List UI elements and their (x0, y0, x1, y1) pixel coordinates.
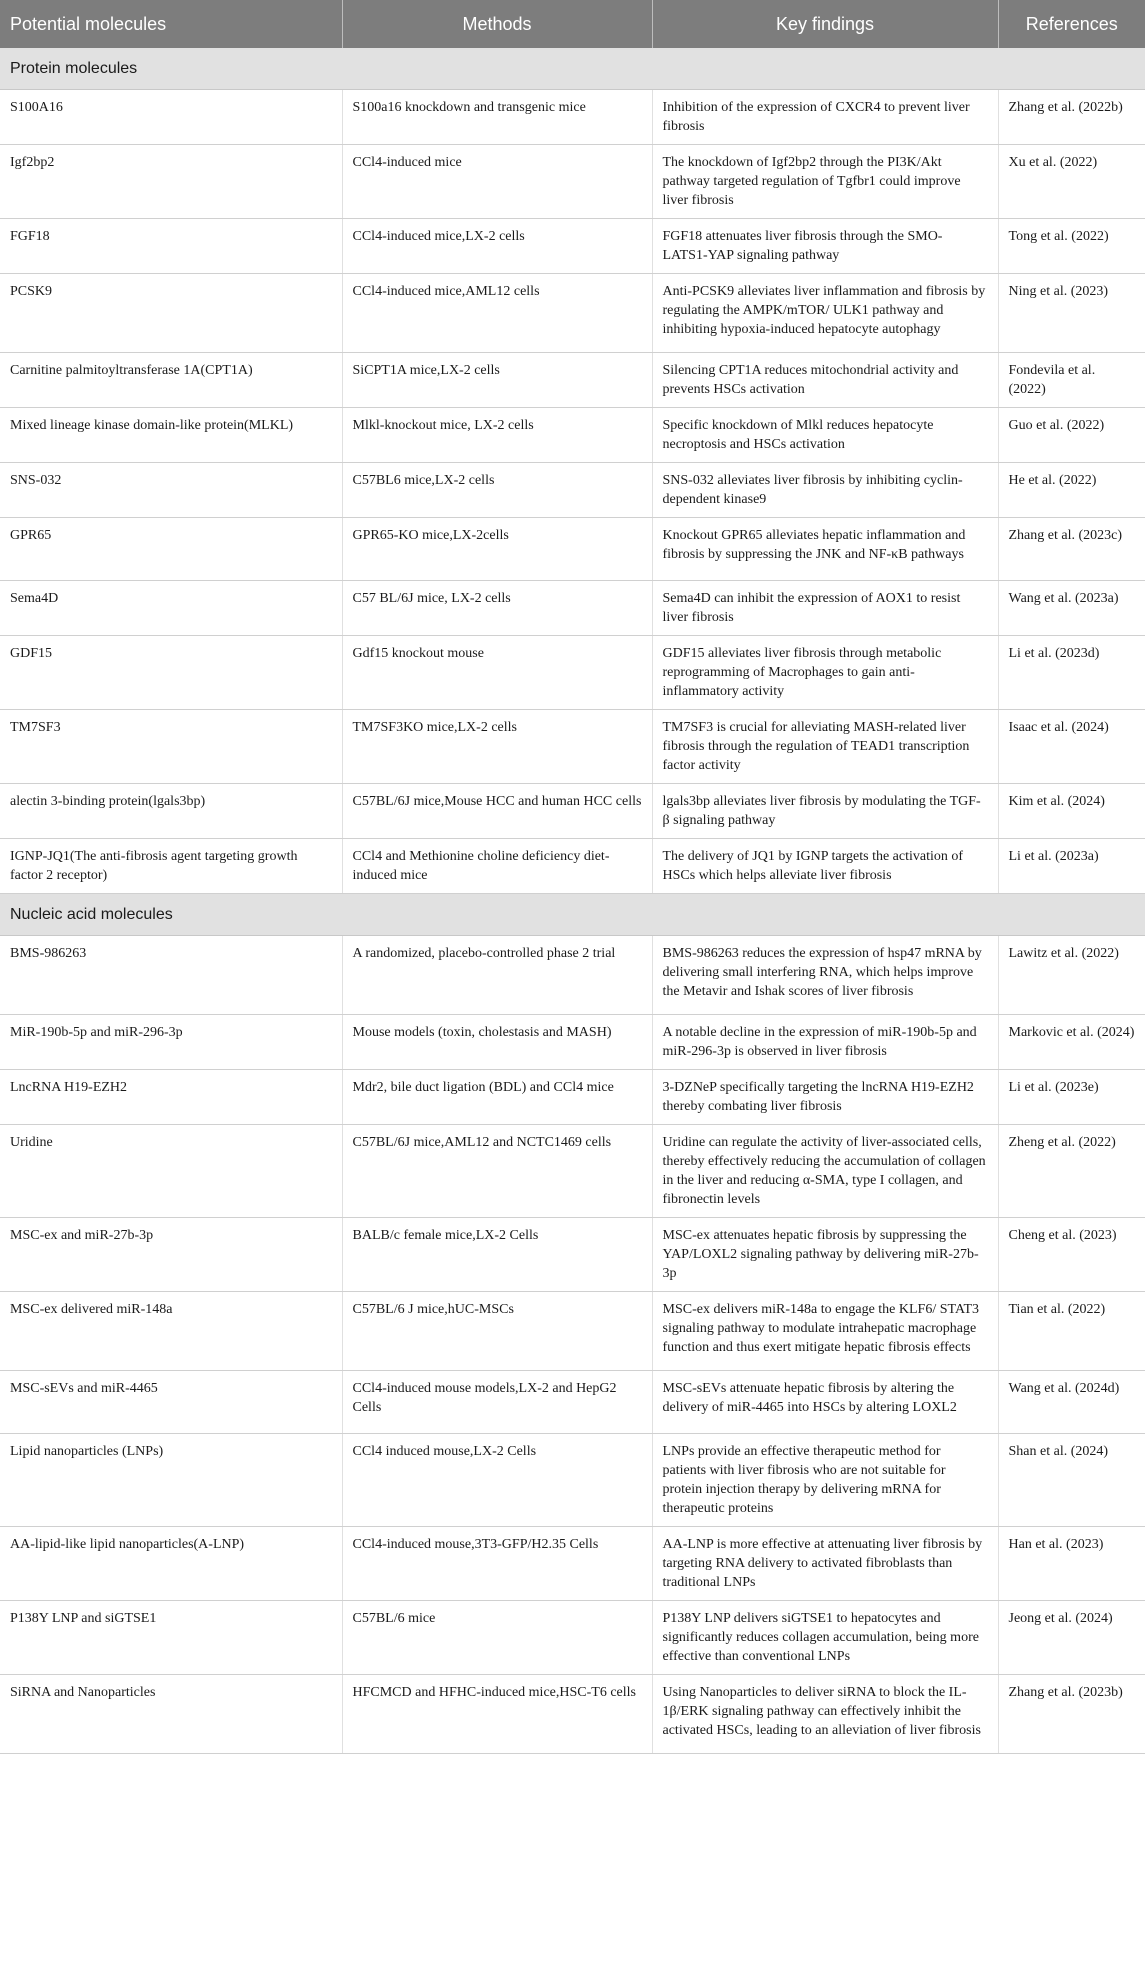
cell-reference: Tian et al. (2022) (998, 1292, 1145, 1371)
cell-method: CCl4-induced mouse models,LX-2 and HepG2 Cells (342, 1371, 652, 1434)
cell-molecule: AA-lipid-like lipid nanoparticles(A-LNP) (0, 1527, 342, 1601)
cell-molecule: Igf2bp2 (0, 145, 342, 219)
cell-method: Mouse models (toxin, cholestasis and MASH) (342, 1015, 652, 1070)
cell-molecule: P138Y LNP and siGTSE1 (0, 1601, 342, 1675)
cell-method: C57BL/6 mice (342, 1601, 652, 1675)
cell-molecule: TM7SF3 (0, 710, 342, 784)
cell-molecule: Carnitine palmitoyltransferase 1A(CPT1A) (0, 353, 342, 408)
table-row (0, 1675, 1145, 1754)
table-row (0, 710, 1145, 784)
cell-method: TM7SF3KO mice,LX-2 cells (342, 710, 652, 784)
cell-finding: BMS-986263 reduces the expression of hsp47 mRNA by delivering small interfering RNA, which helps improve the Metavir and Ishak scores of liver fibrosis (652, 936, 998, 1015)
cell-molecule: MSC-sEVs and miR-4465 (0, 1371, 342, 1434)
cell-reference: Zheng et al. (2022) (998, 1125, 1145, 1218)
table-row (0, 1601, 1145, 1675)
cell-reference: Wang et al. (2024d) (998, 1371, 1145, 1434)
cell-method: S100a16 knockdown and transgenic mice (342, 90, 652, 145)
cell-method: CCl4-induced mice,AML12 cells (342, 274, 652, 353)
cell-reference: Ning et al. (2023) (998, 274, 1145, 353)
table-row (0, 1434, 1145, 1527)
cell-molecule: MSC-ex delivered miR-148a (0, 1292, 342, 1371)
cell-reference: Kim et al. (2024) (998, 784, 1145, 839)
table-row (0, 353, 1145, 408)
cell-finding: MSC-ex attenuates hepatic fibrosis by suppressing the YAP/LOXL2 signaling pathway by delivering miR-27b-3p (652, 1218, 998, 1292)
cell-reference: Fondevila et al. (2022) (998, 353, 1145, 408)
cell-method: HFCMCD and HFHC-induced mice,HSC-T6 cells (342, 1675, 652, 1754)
cell-method: C57BL6 mice,LX-2 cells (342, 463, 652, 518)
cell-molecule: BMS-986263 (0, 936, 342, 1015)
table-row (0, 581, 1145, 636)
table-row (0, 518, 1145, 581)
table-row (0, 145, 1145, 219)
cell-finding: GDF15 alleviates liver fibrosis through metabolic reprogramming of Macrophages to gain anti-inflammatory activity (652, 636, 998, 710)
header-key-findings: Key findings (652, 0, 998, 48)
table-row (0, 1015, 1145, 1070)
cell-finding: Uridine can regulate the activity of liver-associated cells, thereby effectively reducing the accumulation of collagen in the liver and reducing α-SMA, type I collagen, and fibronectin levels (652, 1125, 998, 1218)
cell-finding: Knockout GPR65 alleviates hepatic inflammation and fibrosis by suppressing the JNK and NF-κB pathways (652, 518, 998, 581)
cell-method: CCl4 induced mouse,LX-2 Cells (342, 1434, 652, 1527)
cell-molecule: PCSK9 (0, 274, 342, 353)
table-row (0, 90, 1145, 145)
cell-method: CCl4-induced mice (342, 145, 652, 219)
cell-reference: Shan et al. (2024) (998, 1434, 1145, 1527)
cell-method: BALB/c female mice,LX-2 Cells (342, 1218, 652, 1292)
cell-method: A randomized, placebo-controlled phase 2 trial (342, 936, 652, 1015)
cell-finding: TM7SF3 is crucial for alleviating MASH-related liver fibrosis through the regulation of TEAD1 transcription factor activity (652, 710, 998, 784)
cell-finding: Specific knockdown of Mlkl reduces hepatocyte necroptosis and HSCs activation (652, 408, 998, 463)
table-row (0, 636, 1145, 710)
cell-finding: FGF18 attenuates liver fibrosis through the SMO-LATS1-YAP signaling pathway (652, 219, 998, 274)
cell-molecule: S100A16 (0, 90, 342, 145)
table-row (0, 1218, 1145, 1292)
cell-reference: Li et al. (2023d) (998, 636, 1145, 710)
section-title: Protein molecules (0, 48, 1145, 90)
table-row (0, 219, 1145, 274)
cell-finding: Sema4D can inhibit the expression of AOX1 to resist liver fibrosis (652, 581, 998, 636)
cell-finding: Using Nanoparticles to deliver siRNA to block the IL-1β/ERK signaling pathway can effectively inhibit the activated HSCs, leading to an alleviation of liver fibrosis (652, 1675, 998, 1754)
cell-method: GPR65-KO mice,LX-2cells (342, 518, 652, 581)
cell-molecule: MiR-190b-5p and miR-296-3p (0, 1015, 342, 1070)
header-methods: Methods (342, 0, 652, 48)
cell-method: SiCPT1A mice,LX-2 cells (342, 353, 652, 408)
cell-reference: Li et al. (2023e) (998, 1070, 1145, 1125)
cell-method: CCl4 and Methionine choline deficiency diet-induced mice (342, 839, 652, 894)
cell-molecule: GPR65 (0, 518, 342, 581)
cell-reference: Han et al. (2023) (998, 1527, 1145, 1601)
cell-molecule: FGF18 (0, 219, 342, 274)
cell-reference: Markovic et al. (2024) (998, 1015, 1145, 1070)
table-row (0, 936, 1145, 1015)
cell-reference: Lawitz et al. (2022) (998, 936, 1145, 1015)
cell-molecule: MSC-ex and miR-27b-3p (0, 1218, 342, 1292)
cell-method: Mlkl-knockout mice, LX-2 cells (342, 408, 652, 463)
cell-molecule: LncRNA H19-EZH2 (0, 1070, 342, 1125)
table-row (0, 463, 1145, 518)
cell-finding: AA-LNP is more effective at attenuating liver fibrosis by targeting RNA delivery to activated fibroblasts than traditional LNPs (652, 1527, 998, 1601)
cell-finding: 3-DZNeP specifically targeting the lncRNA H19-EZH2 thereby combating liver fibrosis (652, 1070, 998, 1125)
cell-finding: The delivery of JQ1 by IGNP targets the activation of HSCs which helps alleviate liver fibrosis (652, 839, 998, 894)
cell-finding: MSC-ex delivers miR-148a to engage the KLF6/ STAT3 signaling pathway to modulate intrahepatic macrophage function and thus exert mitigate hepatic fibrosis effects (652, 1292, 998, 1371)
cell-molecule: SNS-032 (0, 463, 342, 518)
cell-method: Mdr2, bile duct ligation (BDL) and CCl4 mice (342, 1070, 652, 1125)
table-row (0, 784, 1145, 839)
cell-reference: Wang et al. (2023a) (998, 581, 1145, 636)
cell-finding: MSC-sEVs attenuate hepatic fibrosis by altering the delivery of miR-4465 into HSCs by altering LOXL2 (652, 1371, 998, 1434)
table-row (0, 408, 1145, 463)
cell-reference: Tong et al. (2022) (998, 219, 1145, 274)
table-row (0, 1125, 1145, 1218)
cell-molecule: Mixed lineage kinase domain-like protein(MLKL) (0, 408, 342, 463)
header-row (0, 0, 1145, 48)
cell-method: C57BL/6J mice,AML12 and NCTC1469 cells (342, 1125, 652, 1218)
cell-finding: P138Y LNP delivers siGTSE1 to hepatocytes and significantly reduces collagen accumulation, being more effective than conventional LNPs (652, 1601, 998, 1675)
cell-method: CCl4-induced mice,LX-2 cells (342, 219, 652, 274)
cell-molecule: SiRNA and Nanoparticles (0, 1675, 342, 1754)
cell-finding: The knockdown of Igf2bp2 through the PI3K/Akt pathway targeted regulation of Tgfbr1 could improve liver fibrosis (652, 145, 998, 219)
cell-reference: Cheng et al. (2023) (998, 1218, 1145, 1292)
cell-reference: Zhang et al. (2023b) (998, 1675, 1145, 1754)
section-row (0, 48, 1145, 90)
cell-finding: Silencing CPT1A reduces mitochondrial activity and prevents HSCs activation (652, 353, 998, 408)
cell-molecule: GDF15 (0, 636, 342, 710)
table-body (0, 48, 1145, 1754)
cell-method: C57BL/6J mice,Mouse HCC and human HCC cells (342, 784, 652, 839)
cell-reference: Zhang et al. (2022b) (998, 90, 1145, 145)
cell-molecule: Lipid nanoparticles (LNPs) (0, 1434, 342, 1527)
cell-reference: Guo et al. (2022) (998, 408, 1145, 463)
table-row (0, 1371, 1145, 1434)
table-row (0, 274, 1145, 353)
cell-method: C57 BL/6J mice, LX-2 cells (342, 581, 652, 636)
table-row (0, 1070, 1145, 1125)
cell-finding: A notable decline in the expression of miR-190b-5p and miR-296-3p is observed in liver fibrosis (652, 1015, 998, 1070)
cell-finding: lgals3bp alleviates liver fibrosis by modulating the TGF-β signaling pathway (652, 784, 998, 839)
table-row (0, 839, 1145, 894)
header-references: References (998, 0, 1145, 48)
table-header (0, 0, 1145, 48)
cell-method: Gdf15 knockout mouse (342, 636, 652, 710)
section-row (0, 894, 1145, 936)
cell-reference: Li et al. (2023a) (998, 839, 1145, 894)
cell-reference: Xu et al. (2022) (998, 145, 1145, 219)
header-potential-molecules: Potential molecules (0, 0, 342, 48)
cell-reference: Zhang et al. (2023c) (998, 518, 1145, 581)
cell-finding: Anti-PCSK9 alleviates liver inflammation and fibrosis by regulating the AMPK/mTOR/ ULK1 pathway and inhibiting hypoxia-induced hepatocyte autophagy (652, 274, 998, 353)
cell-molecule: Uridine (0, 1125, 342, 1218)
table-row (0, 1292, 1145, 1371)
cell-reference: Isaac et al. (2024) (998, 710, 1145, 784)
cell-method: C57BL/6 J mice,hUC-MSCs (342, 1292, 652, 1371)
cell-molecule: IGNP-JQ1(The anti-fibrosis agent targeting growth factor 2 receptor) (0, 839, 342, 894)
cell-molecule: alectin 3-binding protein(lgals3bp) (0, 784, 342, 839)
cell-molecule: Sema4D (0, 581, 342, 636)
cell-reference: Jeong et al. (2024) (998, 1601, 1145, 1675)
section-title: Nucleic acid molecules (0, 894, 1145, 936)
cell-finding: Inhibition of the expression of CXCR4 to prevent liver fibrosis (652, 90, 998, 145)
cell-method: CCl4-induced mouse,3T3-GFP/H2.35 Cells (342, 1527, 652, 1601)
cell-finding: LNPs provide an effective therapeutic method for patients with liver fibrosis who are not suitable for protein injection therapy by delivering mRNA for therapeutic proteins (652, 1434, 998, 1527)
cell-reference: He et al. (2022) (998, 463, 1145, 518)
table-row (0, 1527, 1145, 1601)
cell-finding: SNS-032 alleviates liver fibrosis by inhibiting cyclin-dependent kinase9 (652, 463, 998, 518)
